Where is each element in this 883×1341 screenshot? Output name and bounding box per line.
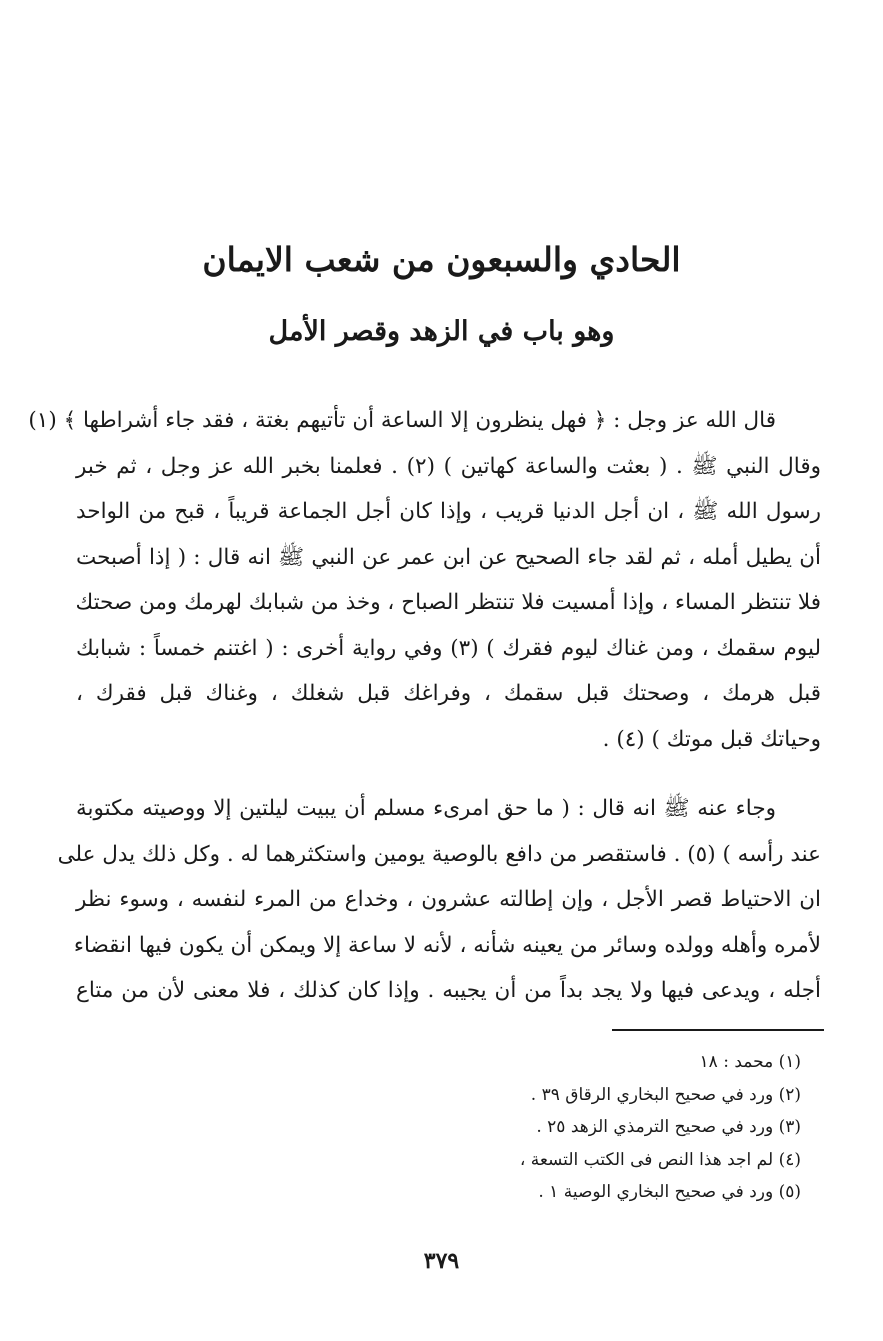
text-line: ليوم سقمك ، ومن غناك ليوم فقرك ) (٣) وفي رواية أخرى : ( اغتنم خمساً : شبابك [76,635,822,661]
text-line: فلا تنتظر المساء ، وإذا أمسيت فلا تنتظر الصباح ، وخذ من شبابك لهرمك ومن صحتك [75,590,821,615]
text-line: عند رأسه ) (٥) . فاستقصر من دافع بالوصية يومين واستكثرهما له . وكل ذلك يدل على [57,841,821,867]
footnote-item: (٣) ورد في صحيح الترمذي الزهد ٢٥ . [536,1117,801,1137]
text-line: قبل هرمك ، وصحتك قبل سقمك ، وفراغك قبل شغلك ، وغناك قبل فقرك ، [76,681,821,706]
page-number: ٣٧٩ [423,1248,460,1274]
text-line: أن يطيل أمله ، ثم لقد جاء الصحيح عن ابن عمر عن النبي ﷺ انه قال : ( إذا أصبحت [76,544,821,570]
footnote-item: (١) محمد : ١٨ [699,1052,801,1072]
chapter-title: الحادي والسبعون من شعب الايمان [202,240,681,279]
footnotes [381,1046,801,1209]
text-line: أجله ، ويدعى فيها ولا يجد بداً من أن يجيبه . وإذا كان كذلك ، فلا معنى لأن من متاع [76,978,821,1003]
text-line: وحياتك قبل موتك ) (٤) . [602,726,821,752]
text-line: قال الله عز وجل : ﴿ فهل ينظرون إلا الساعة أن تأتيهم بغتة ، فقد جاء أشراطها ﴾ (١) [28,408,776,433]
chapter-subtitle: وهو باب في الزهد وقصر الأمل [268,316,615,347]
text-line: لأمره وأهله وولده وسائر من يعينه شأنه ، لأنه لا ساعة إلا ويمكن أن يكون فيها انقضاء [73,932,821,958]
footnote-divider [612,1029,824,1031]
text-line: رسول الله ﷺ ، ان أجل الدنيا قريب ، وإذا كان أجل الجماعة قريباً ، قبح من الواحد [76,499,821,524]
footnote-item: (٤) لم اجد هذا النص فى الكتب التسعة ، [519,1149,801,1170]
paragraph-1 [28,398,822,762]
text-line: وجاء عنه ﷺ انه قال : ( ما حق امرىء مسلم أن يبيت ليلتين إلا ووصيته مكتوبة [76,796,776,821]
footnote-item: (٢) ورد في صحيح البخاري الرقاق ٣٩ . [530,1084,801,1105]
paragraph-2 [57,786,821,1014]
text-line: ان الاحتياط قصر الأجل ، وإن إطالته عشرون ، وخداع من المرء لنفسه ، وسوء نظر [76,887,821,912]
text-line: وقال النبي ﷺ . ( بعثت والساعة كهاتين ) (٢) . فعلمنا بخبر الله عز وجل ، ثم خبر [76,453,821,479]
footnote-item: (٥) ورد في صحيح البخاري الوصية ١ . [538,1182,801,1202]
